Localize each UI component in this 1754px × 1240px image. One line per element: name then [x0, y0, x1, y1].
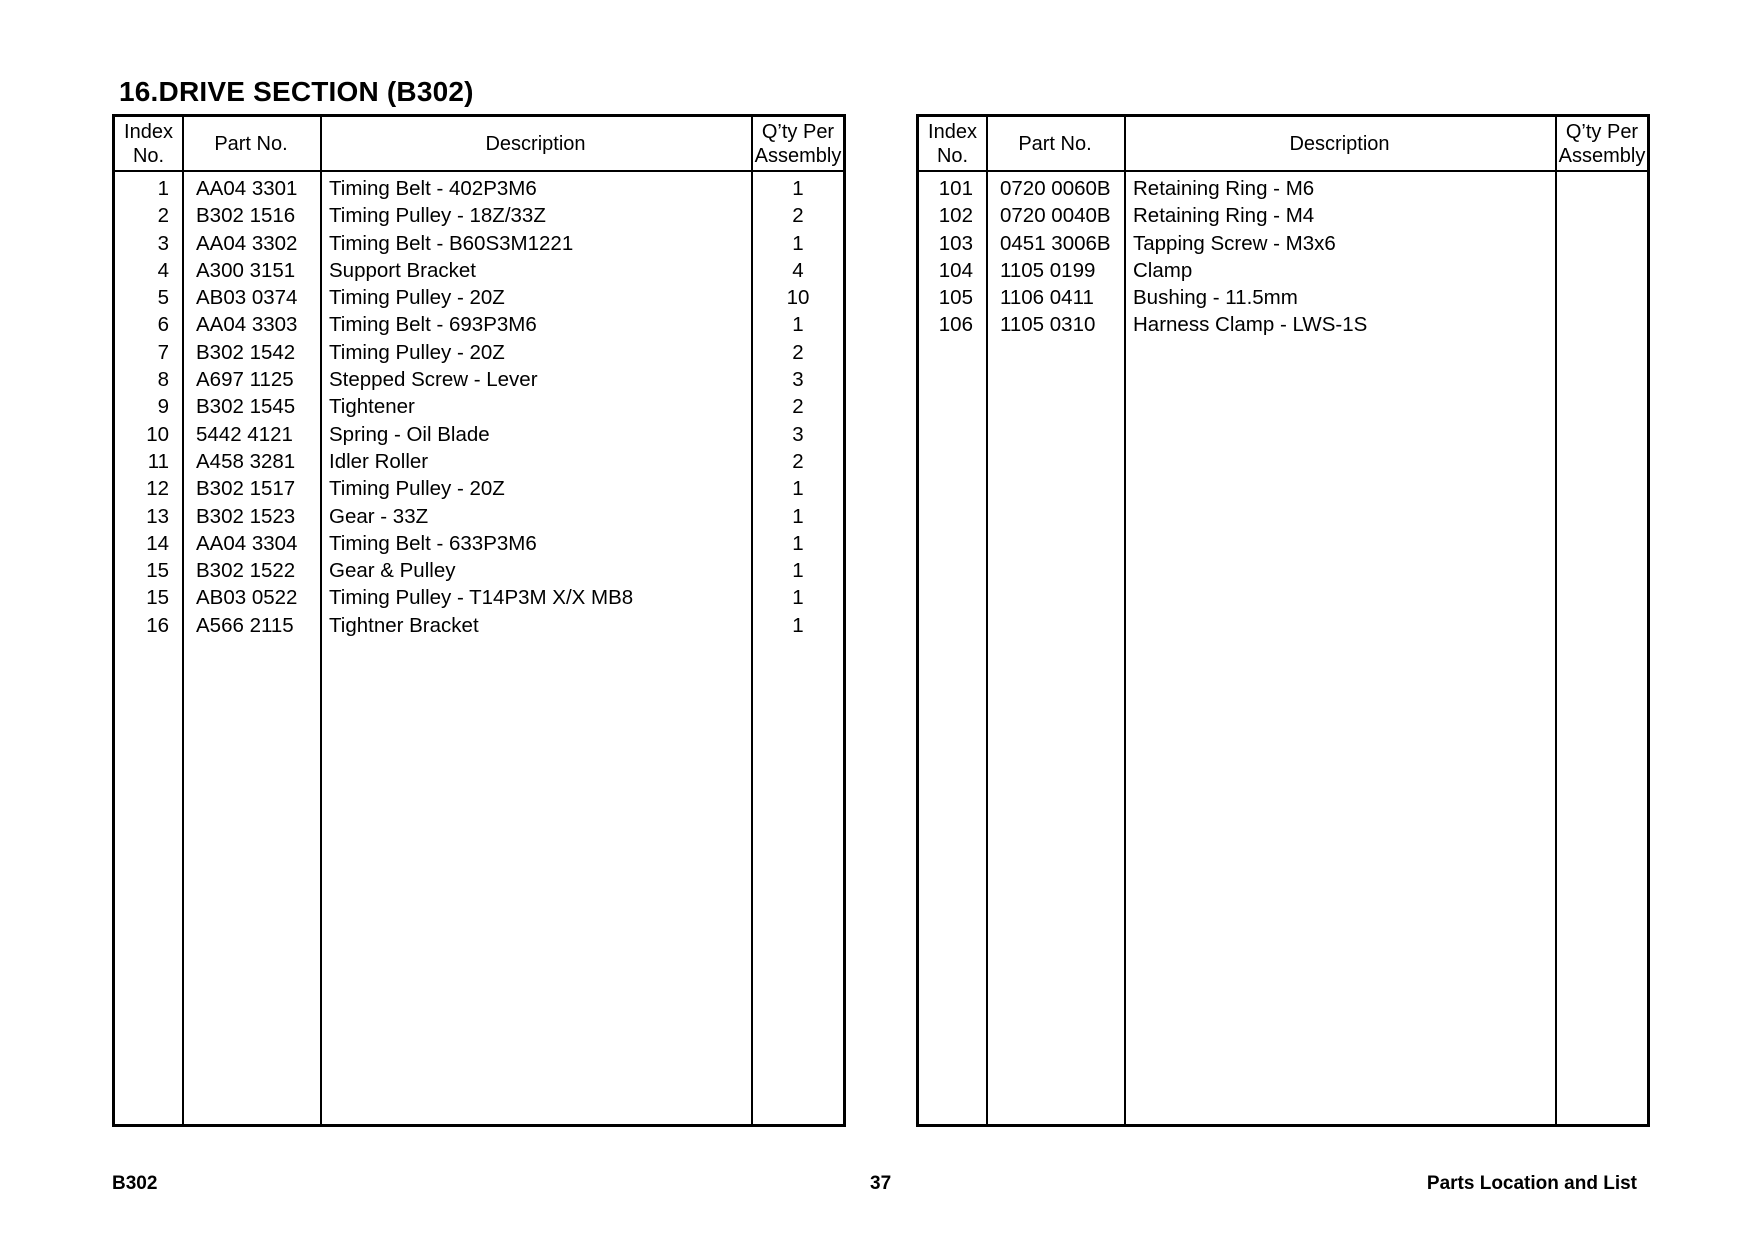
- part-no-cell: AA04 3302: [196, 231, 298, 255]
- header-qty: Q’ty Per Assembly: [754, 120, 842, 167]
- part-no-cell: AA04 3301: [196, 177, 298, 200]
- description-cell: Timing Belt - 633P3M6: [329, 531, 537, 555]
- part-no-cell: B302 1542: [196, 340, 296, 364]
- index-cell: 2: [157, 204, 169, 228]
- description-cell: Timing Pulley - 18Z/33Z: [329, 204, 546, 228]
- table-row: [919, 230, 1647, 257]
- header-divider: [115, 170, 843, 172]
- part-no-cell: A458 3281: [196, 449, 296, 473]
- description-cell: Tightner Bracket: [329, 613, 479, 637]
- index-cell: 15: [146, 559, 169, 583]
- index-cell: 105: [938, 286, 973, 310]
- parts-table-right: [916, 114, 1650, 1127]
- part-no-cell: AA04 3304: [196, 531, 298, 555]
- index-cell: 104: [938, 258, 973, 282]
- qty-cell: 1: [792, 177, 804, 200]
- part-no-cell: B302 1516: [196, 204, 296, 228]
- index-cell: 3: [157, 231, 169, 255]
- header-description: Description: [1289, 132, 1390, 155]
- table-rows: [115, 175, 843, 639]
- qty-cell: 2: [792, 395, 804, 419]
- part-no-cell: A300 3151: [196, 258, 296, 282]
- index-cell: 7: [157, 340, 169, 364]
- part-no-cell: 0720 0040B: [1000, 204, 1111, 228]
- qty-cell: 2: [792, 449, 804, 473]
- part-no-cell: B302 1522: [196, 559, 296, 583]
- table-row: [115, 175, 843, 202]
- part-no-cell: 0720 0060B: [1000, 177, 1111, 200]
- description-cell: Harness Clamp - LWS-1S: [1133, 313, 1368, 337]
- qty-cell: 1: [792, 504, 804, 528]
- table-row: [919, 311, 1647, 338]
- qty-cell: 4: [792, 258, 804, 282]
- footer-model: B302: [112, 1173, 158, 1194]
- table-row: [115, 257, 843, 284]
- description-cell: Timing Belt - B60S3M1221: [329, 231, 574, 255]
- part-no-cell: AA04 3303: [196, 313, 298, 337]
- part-no-cell: A566 2115: [196, 613, 294, 637]
- description-cell: Gear - 33Z: [329, 504, 429, 528]
- index-cell: 1: [157, 177, 169, 200]
- part-no-cell: 1105 0199: [1000, 258, 1096, 282]
- table-row: [115, 530, 843, 557]
- index-cell: 8: [157, 368, 169, 392]
- index-cell: 101: [938, 177, 973, 200]
- part-no-cell: AB03 0374: [196, 286, 298, 310]
- description-cell: Clamp: [1133, 258, 1193, 282]
- description-cell: Timing Pulley - 20Z: [329, 477, 505, 501]
- index-cell: 11: [147, 449, 169, 473]
- qty-cell: 2: [792, 340, 804, 364]
- description-cell: Tapping Screw - M3x6: [1133, 231, 1336, 255]
- qty-cell: 3: [792, 368, 804, 392]
- part-no-cell: 1106 0411: [1000, 286, 1094, 310]
- part-no-cell: B302 1523: [196, 504, 296, 528]
- table-row: [115, 284, 843, 311]
- description-cell: Retaining Ring - M6: [1133, 177, 1315, 200]
- table-row: [919, 284, 1647, 311]
- qty-cell: 3: [792, 422, 804, 446]
- header-divider: [919, 170, 1647, 172]
- description-cell: Timing Belt - 693P3M6: [329, 313, 537, 337]
- header-index: Index No.: [928, 120, 977, 167]
- table-row: [115, 421, 843, 448]
- header-index: Index No.: [124, 120, 173, 167]
- header-description: Description: [485, 132, 586, 155]
- part-no-cell: 1105 0310: [1000, 313, 1096, 337]
- index-cell: 103: [938, 231, 973, 255]
- table-row: [115, 366, 843, 393]
- footer-page-number: 37: [870, 1173, 892, 1194]
- index-cell: 16: [146, 613, 169, 637]
- page-title: 16.DRIVE SECTION (B302): [119, 76, 474, 107]
- qty-cell: 1: [792, 531, 804, 555]
- index-cell: 106: [938, 313, 973, 337]
- part-no-cell: AB03 0522: [196, 586, 298, 610]
- qty-cell: 2: [792, 204, 804, 228]
- index-cell: 12: [146, 477, 169, 501]
- index-cell: 13: [146, 504, 169, 528]
- qty-cell: 1: [792, 559, 804, 583]
- table-row: [115, 612, 843, 639]
- qty-cell: 1: [792, 477, 804, 501]
- description-cell: Retaining Ring - M4: [1133, 204, 1315, 228]
- description-cell: Spring - Oil Blade: [329, 422, 490, 446]
- description-cell: Bushing - 11.5mm: [1133, 286, 1298, 310]
- table-row: [115, 393, 843, 420]
- index-cell: 9: [157, 395, 169, 419]
- description-cell: Tightener: [329, 395, 415, 419]
- index-cell: 14: [146, 531, 169, 555]
- table-row: [115, 311, 843, 338]
- table-row: [115, 230, 843, 257]
- table-row: [115, 475, 843, 502]
- description-cell: Support Bracket: [329, 258, 476, 282]
- table-row: [919, 175, 1647, 202]
- table-row: [115, 584, 843, 611]
- header-qty: Q’ty Per Assembly: [1558, 120, 1646, 167]
- part-no-cell: B302 1517: [196, 477, 296, 501]
- part-no-cell: 5442 4121: [196, 422, 293, 446]
- part-no-cell: 0451 3006B: [1000, 231, 1111, 255]
- table-row: [115, 503, 843, 530]
- description-cell: Stepped Screw - Lever: [329, 368, 538, 392]
- index-cell: 5: [157, 286, 169, 310]
- part-no-cell: B302 1545: [196, 395, 296, 419]
- header-part-no: Part No.: [214, 132, 288, 155]
- description-cell: Timing Pulley - 20Z: [329, 340, 505, 364]
- index-cell: 4: [157, 258, 169, 282]
- table-row: [919, 202, 1647, 229]
- qty-cell: 1: [792, 313, 804, 337]
- table-row: [115, 339, 843, 366]
- table-row: [115, 202, 843, 229]
- description-cell: Gear & Pulley: [329, 559, 456, 583]
- index-cell: 6: [157, 313, 169, 337]
- description-cell: Timing Pulley - 20Z: [329, 286, 505, 310]
- qty-cell: 1: [792, 231, 804, 255]
- qty-cell: 1: [792, 586, 804, 610]
- qty-cell: 10: [786, 286, 810, 310]
- header-part-no: Part No.: [1018, 132, 1092, 155]
- description-cell: Timing Pulley - T14P3M X/X MB8: [329, 586, 634, 610]
- table-row: [115, 557, 843, 584]
- table-row: [115, 448, 843, 475]
- table-rows: [919, 175, 1647, 339]
- index-cell: 15: [146, 586, 169, 610]
- index-cell: 10: [146, 422, 169, 446]
- table-row: [919, 257, 1647, 284]
- parts-table-left: [112, 114, 846, 1127]
- description-cell: Timing Belt - 402P3M6: [329, 177, 537, 200]
- description-cell: Idler Roller: [329, 449, 429, 473]
- index-cell: 102: [938, 204, 973, 228]
- footer-section: Parts Location and List: [1426, 1173, 1637, 1194]
- qty-cell: 1: [792, 613, 804, 637]
- part-no-cell: A697 1125: [196, 368, 294, 392]
